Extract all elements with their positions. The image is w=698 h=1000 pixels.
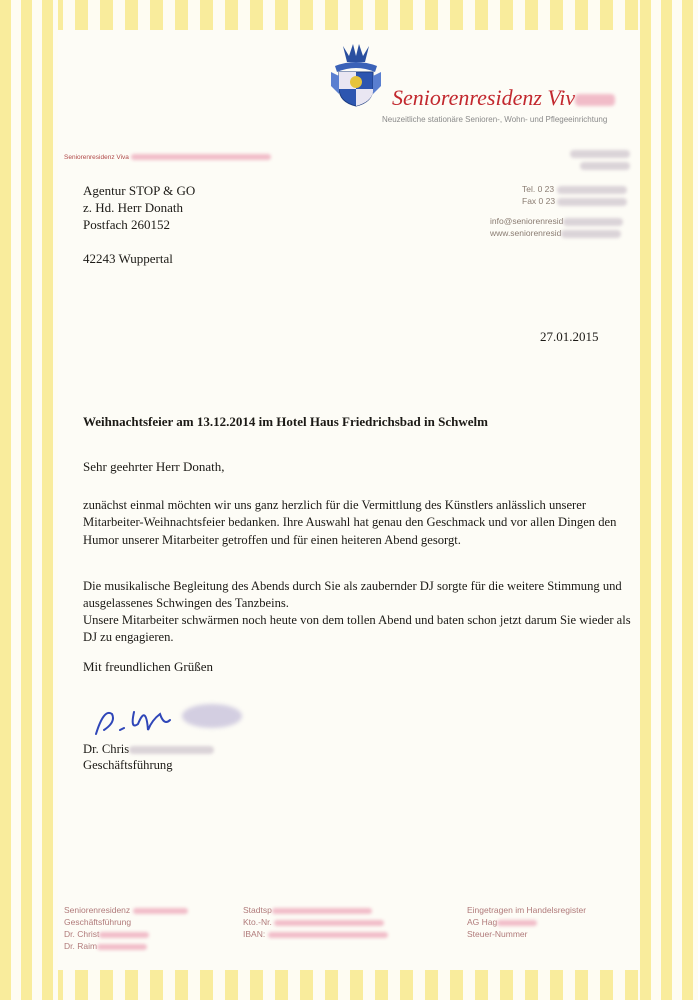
contact-block: [490, 148, 650, 240]
email-line: info@seniorenresid: [490, 216, 650, 228]
recipient-line3: Postfach 260152: [83, 217, 171, 232]
body-paragraph-3: Unsere Mitarbeiter schwärmen noch heute von dem tollen Abend und baten schon jetzt darum Sie wieder als DJ zu engagieren.: [83, 613, 631, 645]
recipient-line2: z. Hd. Herr Donath: [83, 200, 183, 215]
sender-return-line: Seniorenresidenz Viva: [64, 154, 271, 161]
signatory-name: Dr. Chris: [83, 741, 214, 757]
left-stripe-border: [0, 0, 58, 1000]
recipient-line1: Agentur STOP & GO: [83, 183, 196, 198]
crest-logo-icon: [329, 42, 383, 108]
closing-phrase: Mit freundlichen Grüßen: [83, 659, 213, 674]
salutation: Sehr geehrter Herr Donath,: [83, 459, 225, 474]
bottom-stripe-border: [0, 970, 698, 1000]
handwritten-signature-icon: [90, 690, 250, 740]
letter-subject: Weihnachtsfeier am 13.12.2014 im Hotel Haus Friedrichsbad in Schwelm: [83, 414, 488, 429]
body-paragraph-1: zunächst einmal möchten wir uns ganz herzlich für die Vermittlung des Künstlers anlässlich unserer Mitarbeiter-Weihnachtsfeier bedanken. Ihre Auswahl hat genau den Geschmack und vor allen Dingen den Humor unserer Mitarbeiter getroffen und für einen heiteren Abend gesorgt.: [83, 498, 617, 547]
letter-date: 27.01.2015: [540, 329, 599, 344]
footer-column-bank: Stadtsp Kto.-Nr. IBAN:: [243, 904, 388, 940]
phone-line: Tel. 0 23: [490, 184, 650, 196]
signatory: [83, 741, 214, 773]
signatory-role: Geschäftsführung: [83, 758, 173, 772]
brand-name: Seniorenresidenz Viv: [392, 85, 615, 111]
body-paragraph-2: Die musikalische Begleitung des Abends durch Sie als zaubernder DJ sorgte für die weitere Stimmung und ausgelassenes Schwingen des Tanzbeins.: [83, 579, 622, 611]
footer-column-company: Seniorenresidenz Geschäftsführung Dr. Christ Dr. Raim: [64, 904, 188, 952]
recipient-city: 42243 Wuppertal: [83, 251, 173, 266]
fax-line: Fax 0 23: [490, 196, 650, 208]
brand-tagline: Neuzeitliche stationäre Senioren-, Wohn- und Pflegeeinrichtung: [382, 115, 608, 124]
recipient-address: [83, 182, 195, 267]
footer-column-register: Eingetragen im Handelsregister AG Hag Steuer-Nummer: [467, 905, 587, 939]
web-line: www.seniorenresid: [490, 228, 650, 240]
top-stripe-border: [0, 0, 698, 30]
